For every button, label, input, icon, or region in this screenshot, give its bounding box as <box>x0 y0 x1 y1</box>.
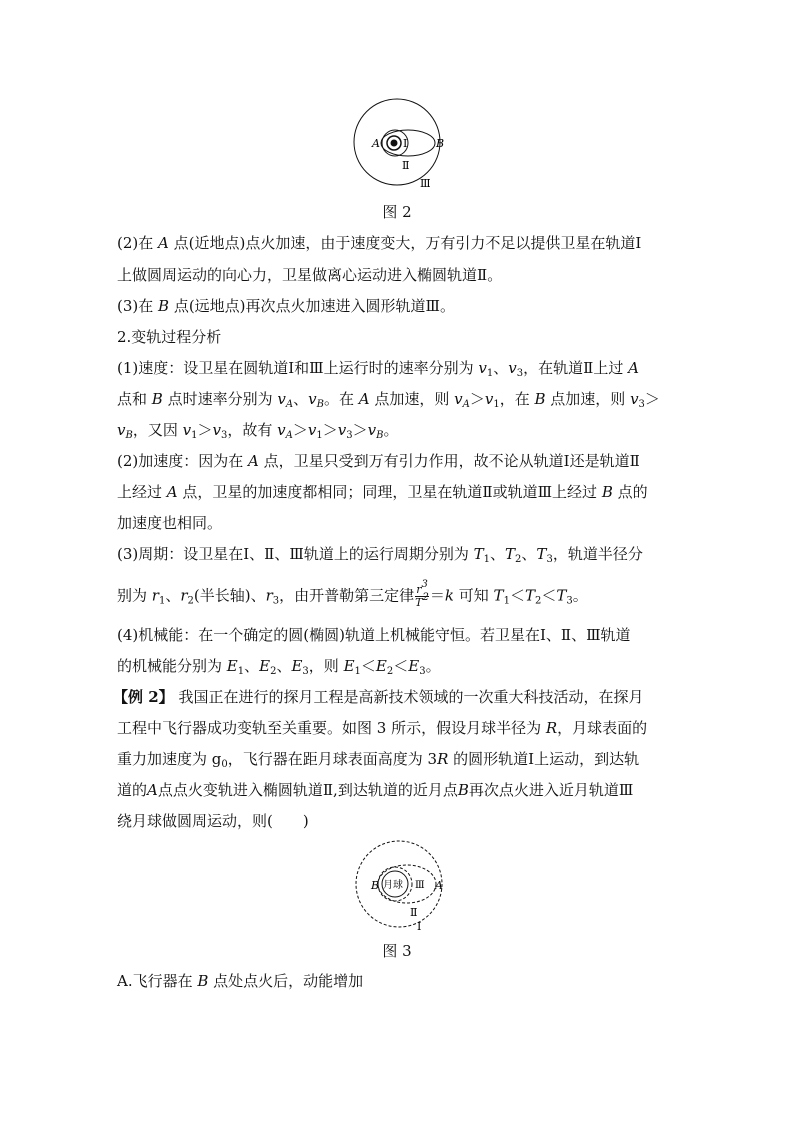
kepler-fraction: $\frac{r^3}{T^2}$ <box>415 579 429 609</box>
fig3-label-I: Ⅰ <box>417 920 422 933</box>
paragraph-accel-1: (2)加速度：因为在 A 点，卫星只受到万有引力作用，故不论从轨道Ⅰ还是轨道Ⅱ <box>117 452 640 470</box>
paragraph-line-1: (2)在 A 点(近地点)点火加速，由于速度变大，万有引力不足以提供卫星在轨道Ⅰ <box>117 234 642 252</box>
option-A: A.飞行器在 B 点处点火后，动能增加 <box>117 972 364 990</box>
example-line-5: 绕月球做圆周运动，则( ) <box>117 812 309 830</box>
example-title: 【例 2】 <box>113 688 174 706</box>
fig3-label-III: Ⅲ <box>415 880 425 891</box>
paragraph-accel-2: 上经过 A 点，卫星的加速度都相同；同理，卫星在轨道Ⅱ或轨道Ⅲ上经过 B 点的 <box>117 483 648 501</box>
earth-core <box>391 140 398 147</box>
paragraph-line-2: 上做圆周运动的向心力，卫星做离心运动进入椭圆轨道Ⅱ。 <box>117 266 503 284</box>
paragraph-period-1: (3)周期：设卫星在Ⅰ、Ⅱ、Ⅲ轨道上的运行周期分别为 $T_1$、$T_2$、$T_3$，轨道半径分 <box>117 545 643 565</box>
figure-3-lunar-orbit-diagram <box>345 836 455 936</box>
figure-2-caption: 图 2 <box>382 203 412 221</box>
fig3-label-moon: 月球 <box>383 880 403 891</box>
paragraph-line-3: (3)在 B 点(远地点)再次点火加速进入圆形轨道Ⅲ。 <box>117 297 456 315</box>
paragraph-accel-3: 加速度也相同。 <box>117 514 223 532</box>
example-line-4: 道的A点点火变轨进入椭圆轨道Ⅱ,到达轨道的近月点B再次点火进入近月轨道Ⅲ <box>117 781 634 799</box>
figure-3-caption: 图 3 <box>382 942 412 960</box>
example-line-3: 重力加速度为 $g_0$，飞行器在距月球表面高度为 3R 的圆形轨道Ⅰ上运动，到达轨 <box>117 750 640 770</box>
fig2-label-III: Ⅲ <box>420 177 431 190</box>
example-line-1: 【例 2】 我国正在进行的探月工程是高新技术领域的一次重大科技活动，在探月 <box>113 688 644 706</box>
section-heading: 2.变轨过程分析 <box>117 328 222 346</box>
paragraph-speed-3: $v_B$，又因 $v_1>v_3$，故有 $v_A>v_1>v_3>v_B$。 <box>117 421 399 441</box>
fig3-label-II: Ⅱ <box>410 906 418 919</box>
fig2-label-II: Ⅱ <box>402 159 410 172</box>
fig3-label-A: A <box>435 879 443 892</box>
paragraph-energy-2: 的机械能分别为 $E_1$、$E_2$、$E_3$，则 $E_1<E_2<E_3$。 <box>117 657 441 677</box>
paragraph-period-2: 别为 $r_1$、$r_2$(半长轴)、$r_3$，由开普勒第三定律 $\frac{r^3}{T^2}$ ＝k 可知 $T_1<T_2<T_3$。 <box>117 579 588 609</box>
fig3-label-B: B <box>371 879 380 892</box>
paragraph-energy-1: (4)机械能：在一个确定的圆(椭圆)轨道上机械能守恒。若卫星在Ⅰ、Ⅱ、Ⅲ轨道 <box>117 626 631 644</box>
example-line-2: 工程中飞行器成功变轨至关重要。如图 3 所示，假设月球半径为 R，月球表面的 <box>117 719 648 737</box>
fig2-label-B: B <box>436 137 445 150</box>
figure-2-orbit-diagram <box>345 95 455 195</box>
paragraph-speed-2: 点和 B 点时速率分别为 $v_A$、$v_B$。在 A 点加速，则 $v_A>v_1$，在 B 点加速，则 $v_3>$ <box>117 390 660 410</box>
fig2-label-I: Ⅰ <box>403 137 408 150</box>
fig2-label-A: A <box>372 137 380 150</box>
paragraph-speed-1: (1)速度：设卫星在圆轨道Ⅰ和Ⅲ上运行时的速率分别为 $v_1$、$v_3$，在轨道Ⅱ上过 A <box>117 359 639 379</box>
